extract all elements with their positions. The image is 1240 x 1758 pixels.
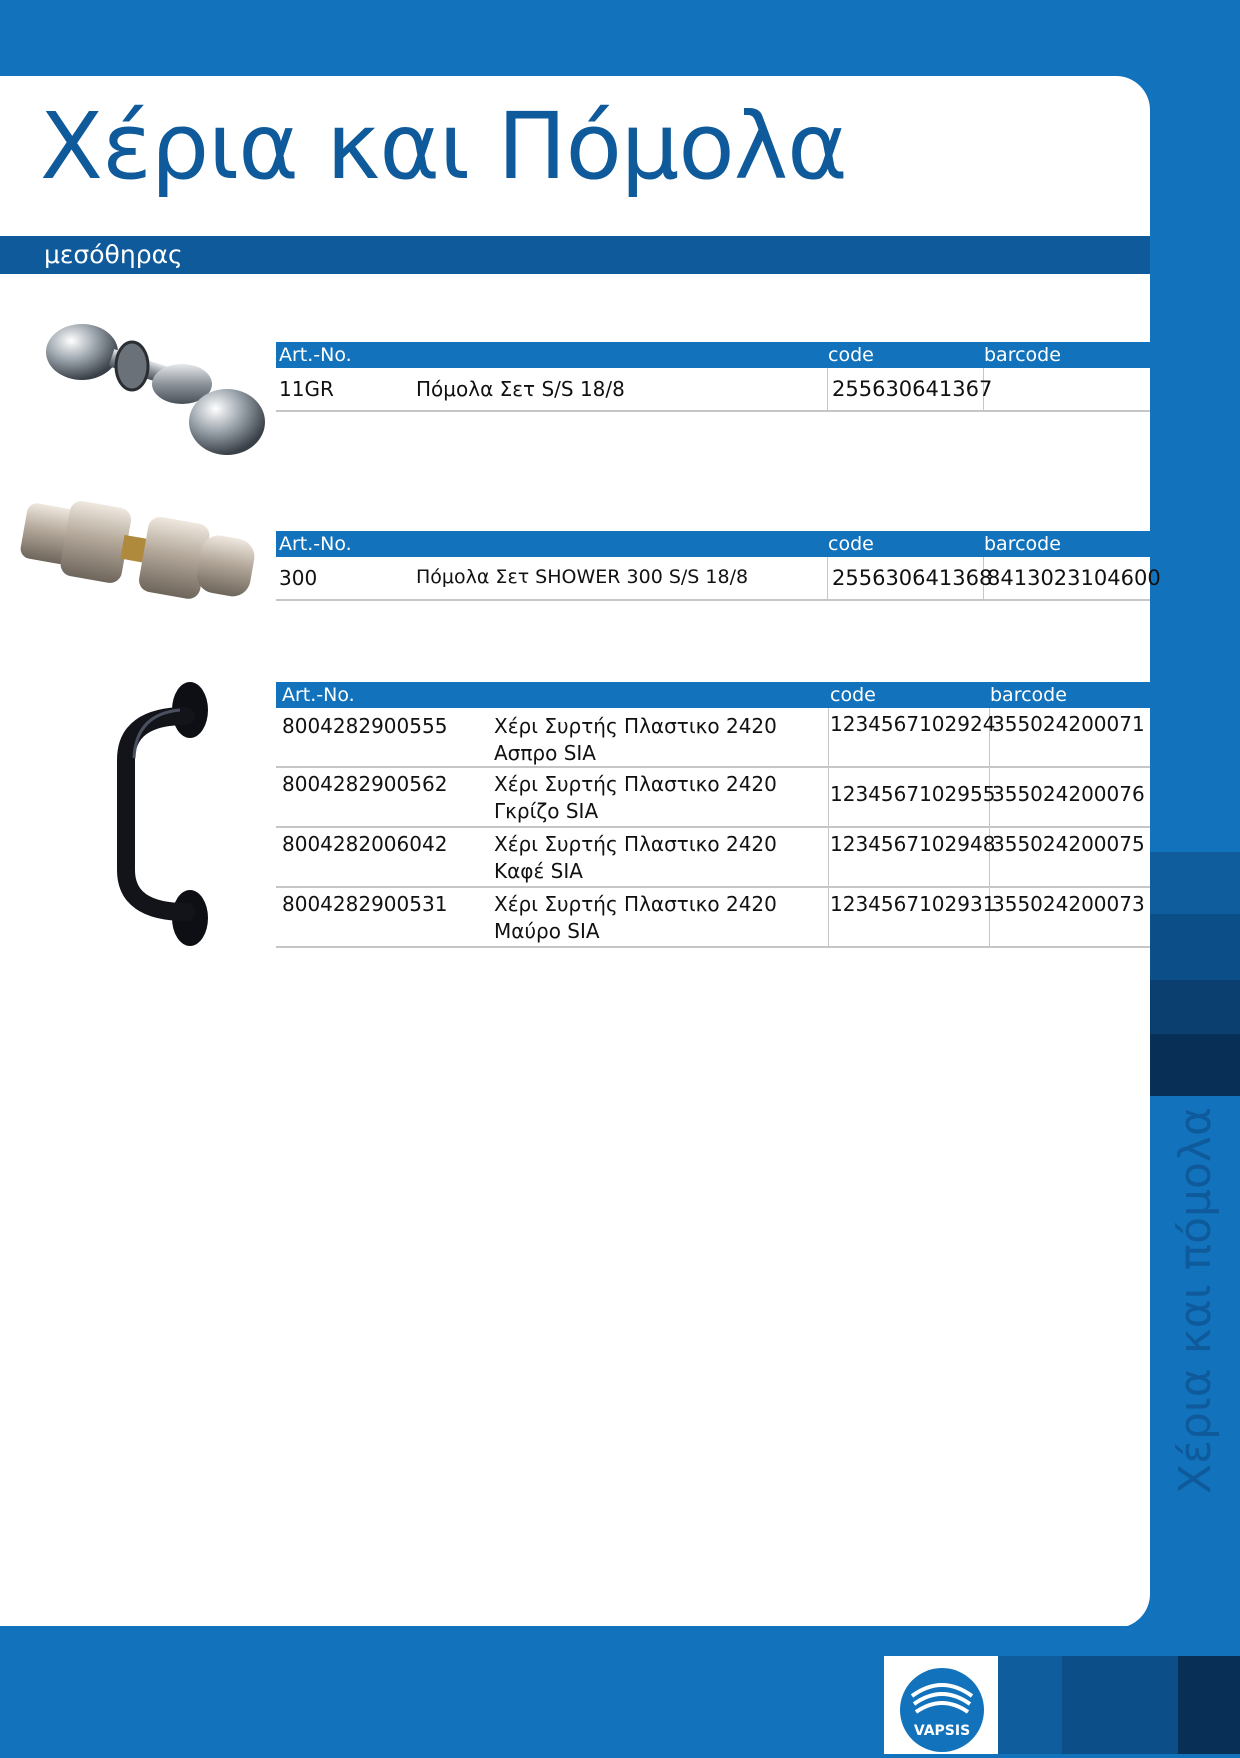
- art-no: 8004282900531: [282, 892, 448, 916]
- subtitle: μεσόθηρας: [44, 240, 183, 269]
- subtitle-bar: [0, 236, 1150, 274]
- art-no: 8004282900555: [282, 714, 448, 738]
- header-art-no: Art.-No.: [279, 344, 352, 366]
- code: 1234567102931: [830, 892, 996, 916]
- header-code: code: [828, 344, 874, 366]
- side-label: [1152, 1106, 1238, 1494]
- code: 1234567102948: [830, 832, 996, 856]
- product-table-3: [276, 682, 1150, 948]
- column-divider: [827, 557, 828, 599]
- table-row: [276, 768, 1150, 828]
- page-title: Χέρια και Πόμολα: [40, 93, 847, 200]
- header-barcode: barcode: [990, 684, 1067, 706]
- description-line2: Ασπρο SIA: [494, 741, 596, 765]
- barcode: 8413023104600: [987, 566, 1161, 590]
- code: 1234567102955: [830, 782, 996, 806]
- table-row: [276, 708, 1150, 768]
- knob-set-image: [22, 322, 272, 462]
- sliding-handle-image: [106, 680, 230, 952]
- product-table-2: [276, 531, 1161, 601]
- table-row: [276, 828, 1150, 888]
- art-no: 8004282006042: [282, 832, 448, 856]
- code: 255630641368: [832, 566, 993, 590]
- art-no: 8004282900562: [282, 772, 448, 796]
- vapsis-logo: [884, 1656, 998, 1754]
- description-line2: Γκρίζο SIA: [494, 799, 599, 823]
- side-strip-3: [1150, 980, 1240, 1034]
- column-divider: [828, 828, 829, 886]
- art-no: 300: [279, 566, 318, 590]
- description-line1: Χέρι Συρτής Πλαστικο 2420: [494, 892, 777, 916]
- table-row: [276, 888, 1150, 948]
- description: Πόμολα Σετ SHOWER 300 S/S 18/8: [416, 566, 749, 588]
- table-header: [276, 531, 1150, 557]
- art-no: 11GR: [279, 377, 334, 401]
- header-code: code: [828, 533, 874, 555]
- logo-panel: [884, 1656, 998, 1754]
- table-row: [276, 557, 1161, 601]
- header-art-no: Art.-No.: [282, 684, 355, 706]
- shower-knob-image: [12, 492, 270, 632]
- description-line1: Χέρι Συρτής Πλαστικο 2420: [494, 714, 777, 738]
- description-line2: Μαύρο SIA: [494, 919, 600, 943]
- footer-strip-1: [998, 1656, 1062, 1754]
- product-table-1: [276, 342, 1150, 412]
- side-strip-2: [1150, 914, 1240, 980]
- table-row: [276, 368, 1150, 412]
- footer-strip-2: [1062, 1656, 1178, 1754]
- side-strip-4: [1150, 1034, 1240, 1096]
- barcode: 355024200071: [992, 712, 1145, 736]
- header-barcode: barcode: [984, 533, 1061, 555]
- code: 255630641367: [832, 377, 993, 401]
- header-code: code: [830, 684, 876, 706]
- footer-strip-3: [1178, 1656, 1240, 1754]
- barcode: 355024200076: [992, 782, 1145, 806]
- side-strip-1: [1150, 852, 1240, 914]
- barcode: 355024200075: [992, 832, 1145, 856]
- barcode: 355024200073: [992, 892, 1145, 916]
- column-divider: [828, 768, 829, 826]
- table-header: [276, 342, 1150, 368]
- description-line1: Χέρι Συρτής Πλαστικο 2420: [494, 832, 777, 856]
- side-label-text: Χέρια και πόμολα: [1169, 1106, 1221, 1494]
- table-header: [276, 682, 1150, 708]
- column-divider: [827, 368, 828, 410]
- header-barcode: barcode: [984, 344, 1061, 366]
- description-line2: Καφέ SIA: [494, 859, 583, 883]
- page-border-line: [0, 1626, 1152, 1628]
- description-line1: Χέρι Συρτής Πλαστικο 2420: [494, 772, 777, 796]
- description: Πόμολα Σετ S/S 18/8: [416, 377, 625, 401]
- column-divider: [828, 888, 829, 946]
- header-art-no: Art.-No.: [279, 533, 352, 555]
- logo-text: VAPSIS: [913, 1723, 971, 1739]
- column-divider: [828, 708, 829, 766]
- code: 1234567102924: [830, 712, 996, 736]
